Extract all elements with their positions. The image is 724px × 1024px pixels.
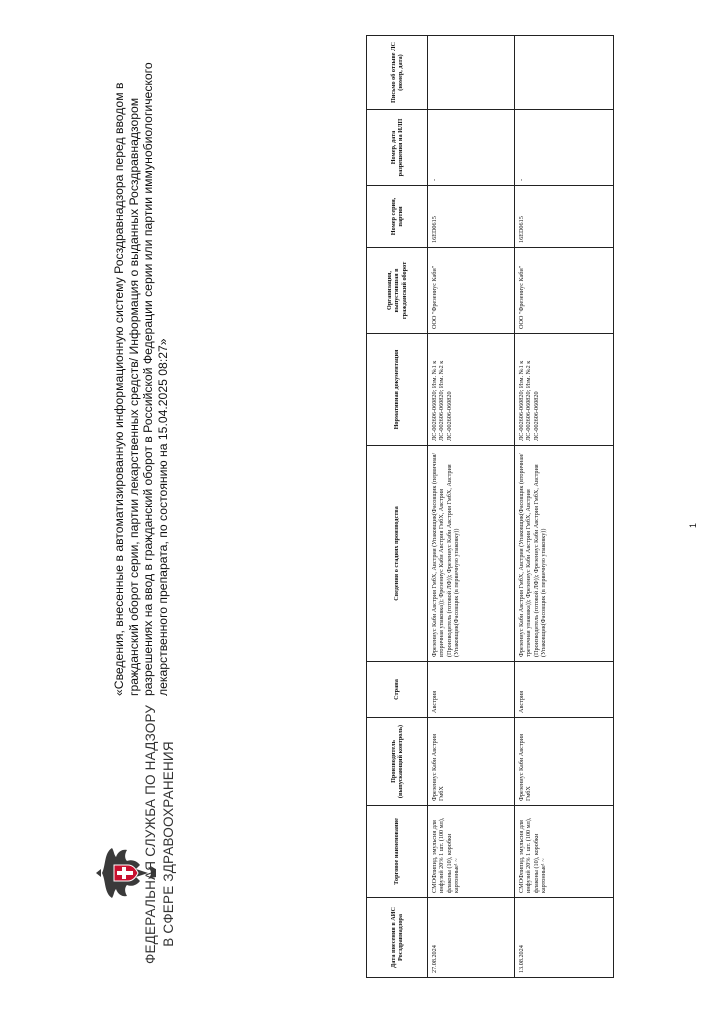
cell-organization: ООО "Фрезениус Каби"	[428, 248, 515, 334]
table-header-row	[367, 36, 428, 978]
header-recall: Письмо об отзыве ЛС (номер, дата)	[367, 36, 428, 110]
cell-normative: ЛС-002606-060820; Изм. №1 к ЛС-002606-060820; Изм. №2 к ЛС-002606-060820	[515, 334, 614, 446]
cell-date: 13.08.2024	[515, 898, 614, 978]
cell-permit: -	[515, 110, 614, 186]
cell-organization: ООО "Фрезениус Каби"	[515, 248, 614, 334]
cell-manufacturer: Фрезениус Каби Австрия ГмбХ	[428, 718, 515, 806]
header-trade-name: Торговое наименование	[367, 806, 428, 898]
cell-stages: Фрезениус Каби Австрия ГмбХ, Австрия (Упаковщик(Фасовщик (вторичная/третичная упаковка)); Фрезениус Каби Австрия ГмбХ, Австрия (Производитель (готовой ЛФ)); Фрезениус Каби Австрия ГмбХ, Австрия (Упаковщик(Фасовщик (в первичную упаковку))	[515, 446, 614, 662]
header-organization: Организация, выпустившая в гражданский оборот	[367, 248, 428, 334]
cell-country: Австрия	[515, 662, 614, 718]
header-date: Дата внесения в АИС Росздравнадзора	[367, 898, 428, 978]
header-series: Номер серии, партии	[367, 186, 428, 248]
cell-country: Австрия	[428, 662, 515, 718]
organization-line-2: В СФЕРЕ ЗДРАВООХРАНЕНИЯ	[161, 741, 176, 947]
page-number: 1	[688, 522, 698, 528]
batches-table	[366, 35, 614, 978]
header-normative: Нормативная документация	[367, 334, 428, 446]
organization-name	[142, 704, 178, 964]
document-heading: «Сведения, внесенные в автоматизированную информационную систему Росздравнадзора перед вводом в гражданский оборот серии, партии лекарственных средств/ Информация о выданных Росздравнадзором разрешениях на ввод в гражданский оборот в Российской Федерации серии или партии иммунобиологического лекарственного препарата, по состоянию на 15.04.2025 08:27»	[112, 62, 170, 696]
cell-recall	[428, 36, 515, 110]
cell-trade-name: СМОФлипид, эмульсия для инфузий 20% 1 шт. (100 мл), флаконы (10), коробки картонные¹ ~	[428, 806, 515, 898]
cell-series: 16ED0615	[428, 186, 515, 248]
header-country: Страна	[367, 662, 428, 718]
cell-trade-name: СМОФлипид, эмульсия для инфузий 20% 1 шт. (100 мл), флаконы (10), коробки картонные¹ ~	[515, 806, 614, 898]
header-permit: Номер, дата разрешения на ИЛП	[367, 110, 428, 186]
cell-recall	[515, 36, 614, 110]
cell-date: 27.08.2024	[428, 898, 515, 978]
table-row	[428, 36, 515, 978]
cell-series: 16ED0615	[515, 186, 614, 248]
cell-stages: Фрезениус Каби Австрия ГмбХ, Австрия (Упаковщик(Фасовщик (первичная/вторичная упаковка)); Фрезениус Каби Австрия ГмбХ, Австрия (Производитель (готовой ЛФ)); Фрезениус Каби Австрия ГмбХ, Австрия (Упаковщик(Фасовщик (в первичную упаковку))	[428, 446, 515, 662]
organization-line-1: ФЕДЕРАЛЬНАЯ СЛУЖБА ПО НАДЗОРУ	[143, 704, 158, 964]
cell-permit: -	[428, 110, 515, 186]
header-manufacturer: Производитель (выпускающий контроль)	[367, 718, 428, 806]
cell-normative: ЛС-002606-060820; Изм. №1 к ЛС-002606-060820; Изм. №2 к ЛС-002606-060820	[428, 334, 515, 446]
header-stages: Сведения о стадиях производства	[367, 446, 428, 662]
cell-manufacturer: Фрезениус Каби Австрия ГмбХ	[515, 718, 614, 806]
table-row	[515, 36, 614, 978]
